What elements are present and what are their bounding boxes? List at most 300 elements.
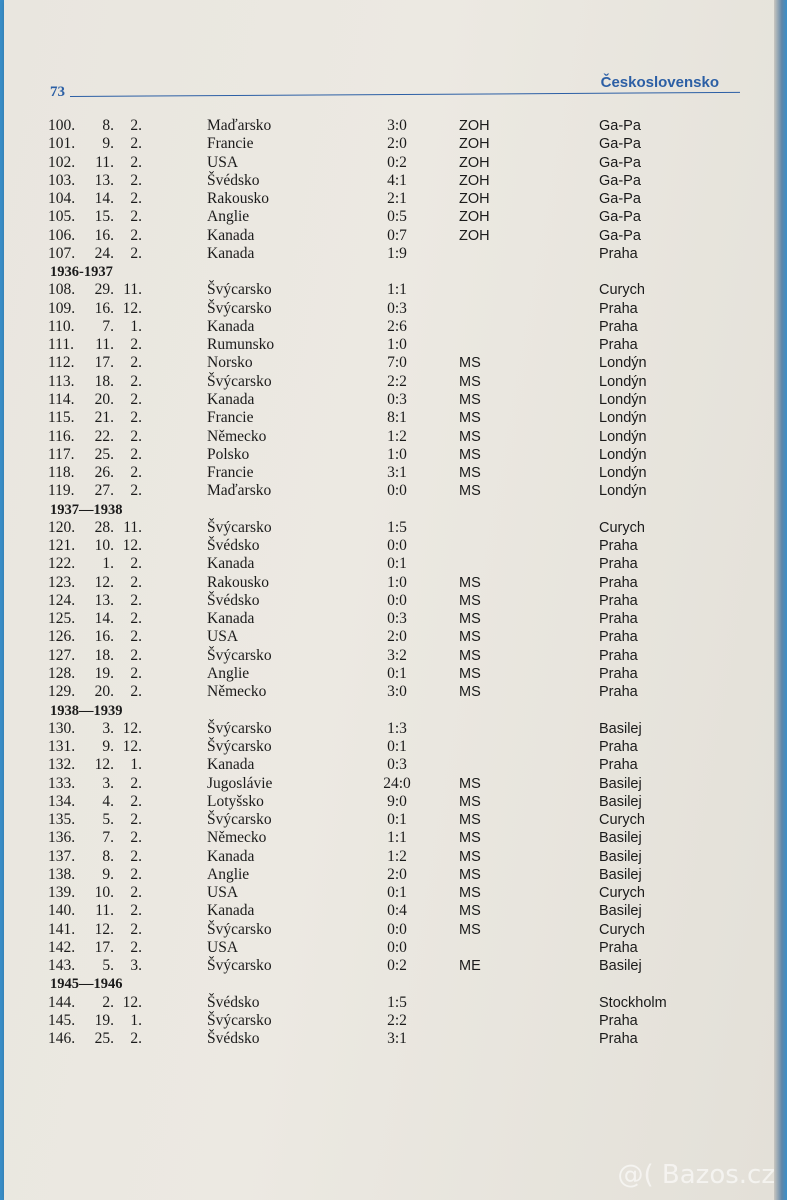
table-row [4,756,774,774]
score: 1:0 [387,445,407,463]
opponent: Kanada [207,555,255,573]
match-number: 138. [48,865,76,883]
match-number: 124. [48,591,76,609]
match-month: 2. [130,628,142,646]
table-row [4,482,774,500]
match-month: 3. [130,957,142,975]
match-day: 10. [94,537,114,555]
match-month: 2. [130,811,142,829]
table-row [4,245,774,263]
match-day: 9. [102,865,114,883]
table-row [4,683,774,701]
competition: ZOH [459,191,490,208]
table-row [4,336,774,354]
opponent: Rakousko [207,573,269,591]
competition: MS [459,428,481,445]
score: 0:3 [387,756,407,774]
opponent: Švýcarsko [207,518,272,536]
table-row [4,848,774,866]
match-day: 9. [102,738,114,756]
score: 2:0 [387,135,407,153]
score: 1:0 [387,336,407,354]
match-month: 2. [130,409,142,427]
venue: Basilej [599,793,642,810]
match-day: 10. [94,884,114,902]
venue: Praha [599,611,638,628]
match-month: 2. [130,573,142,591]
score: 3:2 [387,646,407,664]
match-day: 1. [102,555,114,573]
competition: MS [459,921,481,938]
venue: Ga-Pa [599,154,641,171]
opponent: Švýcarsko [207,920,272,938]
competition: MS [459,611,481,628]
opponent: Lotyšsko [207,792,264,810]
season-heading [4,702,774,720]
match-month: 2. [130,135,142,153]
venue: Ga-Pa [599,172,641,189]
venue: Curych [599,921,645,938]
match-month: 2. [130,591,142,609]
competition: MS [459,848,481,865]
header-rule [70,92,740,97]
venue: Basilej [599,866,642,883]
match-month: 2. [130,427,142,445]
venue: Basilej [599,848,642,865]
match-number: 100. [48,117,76,134]
venue: Praha [599,629,638,646]
competition: MS [459,665,481,682]
competition: MS [459,410,481,427]
watermark: @( Bazos.cz [617,1160,775,1190]
match-month: 2. [130,336,142,354]
match-month: 2. [130,792,142,810]
opponent: Švédsko [207,537,260,555]
match-month: 2. [130,153,142,171]
match-month: 1. [130,317,142,335]
venue: Praha [599,574,638,591]
opponent: Švýcarsko [207,281,272,299]
table-row [4,994,774,1012]
opponent: Švýcarsko [207,1012,272,1030]
opponent: Rakousko [207,190,269,208]
match-day: 2. [102,993,114,1011]
opponent: Anglie [207,664,250,682]
table-row [4,574,774,592]
venue: Basilej [599,830,642,847]
match-month: 2. [130,190,142,208]
table-row [4,628,774,646]
match-number: 115. [48,409,75,427]
match-number: 104. [48,190,76,208]
match-number: 127. [48,646,76,664]
opponent: Rumunsko [207,336,275,354]
venue: Praha [599,684,638,701]
table-row [4,884,774,902]
venue: Basilej [599,958,642,975]
match-month: 2. [130,171,142,189]
match-day: 8. [102,847,114,865]
match-number: 112. [48,354,75,372]
venue: Ga-Pa [599,118,641,134]
score: 1:5 [387,518,407,536]
opponent: Švýcarsko [207,738,272,756]
match-month: 2. [130,117,142,134]
score: 2:2 [387,372,407,390]
venue: Praha [599,245,638,262]
match-month: 2. [130,664,142,682]
match-month: 2. [130,847,142,865]
table-row [4,665,774,683]
match-number: 108. [48,281,76,299]
match-number: 132. [48,756,76,774]
competition: MS [459,592,481,609]
season-heading [4,501,774,519]
opponent: Švýcarsko [207,299,272,317]
table-row [4,318,774,336]
opponent: Švýcarsko [207,372,272,390]
table-row [4,464,774,482]
match-number: 144. [48,993,76,1011]
match-month: 2. [130,1030,142,1048]
season-label: 1936-1937 [50,264,113,281]
opponent: Německo [207,427,267,445]
table-row [4,775,774,793]
match-number: 130. [48,719,76,737]
match-day: 19. [94,664,114,682]
venue: Curych [599,282,645,299]
score: 0:5 [387,208,407,226]
opponent: USA [207,884,239,902]
score: 0:0 [387,537,407,555]
competition: MS [459,373,481,390]
competition: MS [459,903,481,920]
table-row [4,117,774,135]
match-day: 12. [94,920,114,938]
opponent: Německo [207,829,267,847]
competition: MS [459,629,481,646]
opponent: Maďarsko [207,482,272,500]
table-row [4,555,774,573]
venue: Ga-Pa [599,227,641,244]
match-day: 4. [102,792,114,810]
match-month: 2. [130,902,142,920]
table-row [4,610,774,628]
match-day: 11. [95,336,114,354]
table-row [4,428,774,446]
match-day: 17. [94,938,114,956]
venue: Praha [599,939,638,956]
venue: Praha [599,757,638,774]
match-month: 1. [130,1012,142,1030]
competition: ZOH [459,172,490,189]
opponent: USA [207,938,239,956]
venue: Londýn [599,373,647,390]
competition: ZOH [459,136,490,153]
match-day: 16. [94,299,114,317]
opponent: Kanada [207,317,255,335]
match-day: 27. [94,482,114,500]
score: 0:0 [387,938,407,956]
score: 0:1 [387,811,407,829]
match-month: 2. [130,445,142,463]
match-number: 137. [48,847,76,865]
table-row [4,866,774,884]
opponent: Švýcarsko [207,646,272,664]
competition: ZOH [459,154,490,171]
table-row [4,227,774,245]
match-number: 103. [48,171,76,189]
venue: Londýn [599,391,647,408]
match-month: 2. [130,482,142,500]
match-month: 2. [130,683,142,701]
table-row [4,921,774,939]
score: 3:0 [387,683,407,701]
opponent: Kanada [207,902,255,920]
score: 1:5 [387,993,407,1011]
opponent: Polsko [207,445,250,463]
score: 0:3 [387,610,407,628]
match-number: 109. [48,299,76,317]
score: 0:2 [387,153,407,171]
match-month: 2. [130,829,142,847]
match-number: 129. [48,683,76,701]
venue: Basilej [599,720,642,737]
match-month: 2. [130,390,142,408]
score: 9:0 [387,792,407,810]
competition: MS [459,483,481,500]
score: 3:0 [387,117,407,134]
score: 4:1 [387,171,407,189]
score: 2:0 [387,628,407,646]
venue: Londýn [599,446,647,463]
venue: Ga-Pa [599,191,641,208]
score: 2:1 [387,190,407,208]
match-number: 126. [48,628,76,646]
opponent: Německo [207,683,267,701]
match-number: 139. [48,884,76,902]
competition: MS [459,830,481,847]
match-number: 125. [48,610,76,628]
opponent: Anglie [207,208,250,226]
match-number: 116. [48,427,75,445]
score: 0:3 [387,390,407,408]
match-month: 12. [122,738,142,756]
score: 0:7 [387,226,407,244]
table-row [4,647,774,665]
match-day: 13. [94,591,114,609]
match-month: 2. [130,226,142,244]
score: 3:1 [387,464,407,482]
competition: MS [459,355,481,372]
season-heading [4,975,774,993]
score: 2:6 [387,317,407,335]
match-number: 118. [48,464,75,482]
score: 0:2 [387,957,407,975]
venue: Curych [599,885,645,902]
venue: Praha [599,556,638,573]
match-day: 5. [102,811,114,829]
match-day: 3. [102,774,114,792]
match-month: 2. [130,884,142,902]
match-day: 22. [94,427,114,445]
venue: Praha [599,300,638,317]
venue: Londýn [599,465,647,482]
opponent: Norsko [207,354,253,372]
match-number: 128. [48,664,76,682]
match-day: 14. [94,610,114,628]
opponent: Kanada [207,610,255,628]
opponent: Kanada [207,847,255,865]
match-month: 2. [130,646,142,664]
score: 0:3 [387,299,407,317]
table-row [4,300,774,318]
season-label: 1945—1946 [50,976,123,993]
table-row [4,939,774,957]
match-month: 2. [130,938,142,956]
table-row [4,1012,774,1030]
match-day: 21. [94,409,114,427]
competition: ZOH [459,209,490,226]
match-number: 143. [48,957,76,975]
match-day: 7. [102,317,114,335]
score: 1:1 [387,281,407,299]
score: 8:1 [387,409,407,427]
match-month: 2. [130,610,142,628]
season-label: 1937—1938 [50,501,123,518]
score: 1:1 [387,829,407,847]
score: 2:2 [387,1012,407,1030]
table-row [4,409,774,427]
match-number: 113. [48,372,75,390]
match-day: 19. [94,1012,114,1030]
match-number: 140. [48,902,76,920]
venue: Praha [599,647,638,664]
match-number: 117. [48,445,75,463]
venue: Praha [599,739,638,756]
opponent: Kanada [207,390,255,408]
match-number: 114. [48,390,75,408]
venue: Londýn [599,483,647,500]
table-row [4,902,774,920]
table-row [4,208,774,226]
match-month: 2. [130,920,142,938]
match-number: 101. [48,135,76,153]
match-day: 7. [102,829,114,847]
score: 24:0 [383,774,411,792]
competition: MS [459,391,481,408]
match-month: 12. [122,993,142,1011]
match-number: 102. [48,153,76,171]
match-month: 11. [123,281,142,299]
table-row [4,154,774,172]
table-row [4,537,774,555]
match-day: 3. [102,719,114,737]
opponent: Jugoslávie [207,774,273,792]
match-number: 123. [48,573,76,591]
table-row [4,720,774,738]
match-month: 1. [130,756,142,774]
match-day: 12. [94,573,114,591]
opponent: Švýcarsko [207,719,272,737]
opponent: Kanada [207,244,255,262]
table-row [4,519,774,537]
match-day: 18. [94,372,114,390]
score: 1:2 [387,427,407,445]
match-number: 142. [48,938,76,956]
score: 1:9 [387,244,407,262]
opponent: Švýcarsko [207,811,272,829]
venue: Londýn [599,428,647,445]
competition: MS [459,866,481,883]
match-day: 24. [94,244,114,262]
score: 0:0 [387,591,407,609]
match-number: 135. [48,811,76,829]
match-number: 141. [48,920,76,938]
table-row [4,811,774,829]
table-row [4,738,774,756]
match-number: 131. [48,738,76,756]
match-month: 2. [130,354,142,372]
venue: Curych [599,519,645,536]
match-day: 20. [94,683,114,701]
competition: MS [459,775,481,792]
match-month: 12. [122,719,142,737]
opponent: Švýcarsko [207,957,272,975]
table-row [4,281,774,299]
match-month: 2. [130,555,142,573]
match-day: 17. [94,354,114,372]
match-number: 145. [48,1012,76,1030]
match-number: 122. [48,555,76,573]
match-month: 2. [130,865,142,883]
venue: Praha [599,1013,638,1030]
competition: MS [459,647,481,664]
match-day: 20. [94,390,114,408]
book-page [4,0,774,1200]
venue: Praha [599,665,638,682]
competition: MS [459,465,481,482]
match-number: 133. [48,774,76,792]
match-month: 12. [122,299,142,317]
table-row [4,354,774,372]
running-title: Československo [600,74,719,91]
match-number: 134. [48,792,76,810]
score: 0:1 [387,664,407,682]
match-month: 2. [130,372,142,390]
competition: ZOH [459,227,490,244]
opponent: Kanada [207,226,255,244]
match-day: 28. [94,518,114,536]
score: 0:0 [387,920,407,938]
page-edge [774,0,787,1200]
venue: Praha [599,1031,638,1048]
match-number: 107. [48,244,76,262]
venue: Londýn [599,410,647,427]
match-day: 11. [95,902,114,920]
opponent: Francie [207,464,254,482]
venue: Praha [599,318,638,335]
competition: MS [459,446,481,463]
opponent: Francie [207,409,254,427]
table-row [4,829,774,847]
table-row [4,391,774,409]
table-row [4,592,774,610]
match-day: 16. [94,628,114,646]
opponent: Francie [207,135,254,153]
table-row [4,1030,774,1048]
venue: Curych [599,812,645,829]
